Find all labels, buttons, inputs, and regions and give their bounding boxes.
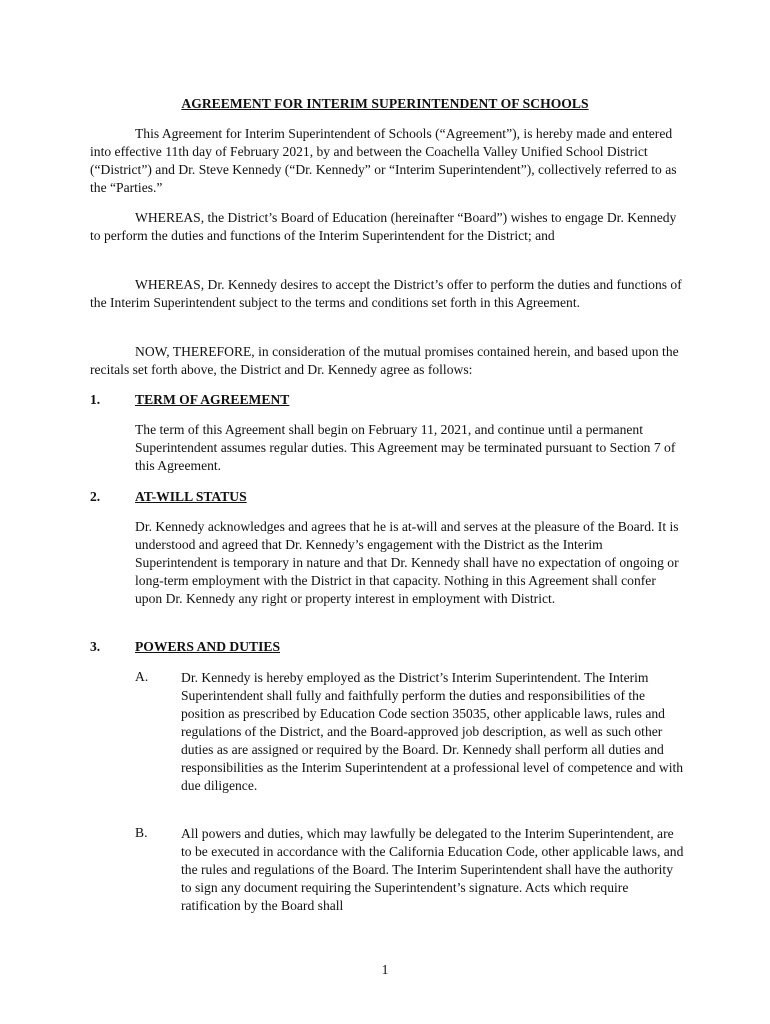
section-title: AT-WILL STATUS xyxy=(135,489,247,504)
section-title: POWERS AND DUTIES xyxy=(135,639,281,654)
subsection-a-text: Dr. Kennedy is hereby employed as the District’s Interim Superintendent. The Interim Superintendent shall fully and faithfully perform the duties and responsibilities of the position as prescribed by Education Code section 35035, other applicable laws, rules and regulations of the District, and the Board-approved job description, as well as such other duties as are assigned or required by the Board. Dr. Kennedy shall perform all duties and responsibilities as the Interim Superintendent at a professional level of competence and with due diligence. xyxy=(181,670,684,793)
section-number: 2. xyxy=(90,489,101,504)
section-number: 3. xyxy=(90,639,101,654)
subsection-b-label: B. xyxy=(135,825,148,840)
section-1-body: The term of this Agreement shall begin on February 11, 2021, and continue until a permanent Superintendent assumes regular duties. This Agreement may be terminated pursuant to Section 7 of this Agreement. xyxy=(135,422,676,473)
section-number: 1. xyxy=(90,392,101,407)
document-title: AGREEMENT FOR INTERIM SUPERINTENDENT OF SCHOOLS xyxy=(181,96,589,111)
whereas-kennedy-paragraph: WHEREAS, Dr. Kennedy desires to accept the District’s offer to perform the duties and functions of the Interim Superintendent subject to the terms and conditions set forth in this Agreement. xyxy=(90,277,682,310)
subsection-b-text: All powers and duties, which may lawfully be delegated to the Interim Superintendent, are to be executed in accordance with the California Education Code, other applicable laws, and the rules and regulations of the Board. The Interim Superintendent shall have the authority to sign any document requiring the Superintendent’s signature. Acts which require ratification by the Board shall xyxy=(181,826,684,913)
now-therefore-paragraph: NOW, THEREFORE, in consideration of the mutual promises contained herein, and based upon the recitals set forth above, the District and Dr. Kennedy agree as follows: xyxy=(90,344,679,377)
intro-paragraph: This Agreement for Interim Superintendent of Schools (“Agreement”), is hereby made and entered into effective 11th day of February 2021, by and between the Coachella Valley Unified School District (“District”) and Dr. Steve Kennedy (“Dr. Kennedy” or “Interim Superintendent”), collectively referred to as the “Parties.” xyxy=(90,126,677,195)
subsection-a-label: A. xyxy=(135,669,149,684)
section-2-body: Dr. Kennedy acknowledges and agrees that he is at-will and serves at the pleasure of the Board. It is understood and agreed that Dr. Kennedy’s engagement with the District as the Interim Superintendent is temporary in nature and that Dr. Kennedy shall have no expectation of ongoing or long-term employment with the District in that capacity. Nothing in this Agreement shall confer upon Dr. Kennedy any right or property interest in employment with District. xyxy=(135,519,679,606)
whereas-board-paragraph: WHEREAS, the District’s Board of Education (hereinafter “Board”) wishes to engage Dr. Kennedy to perform the duties and functions of the Interim Superintendent for the District; and xyxy=(90,210,677,243)
section-title: TERM OF AGREEMENT xyxy=(135,392,290,407)
page-number: 1 xyxy=(381,962,389,977)
